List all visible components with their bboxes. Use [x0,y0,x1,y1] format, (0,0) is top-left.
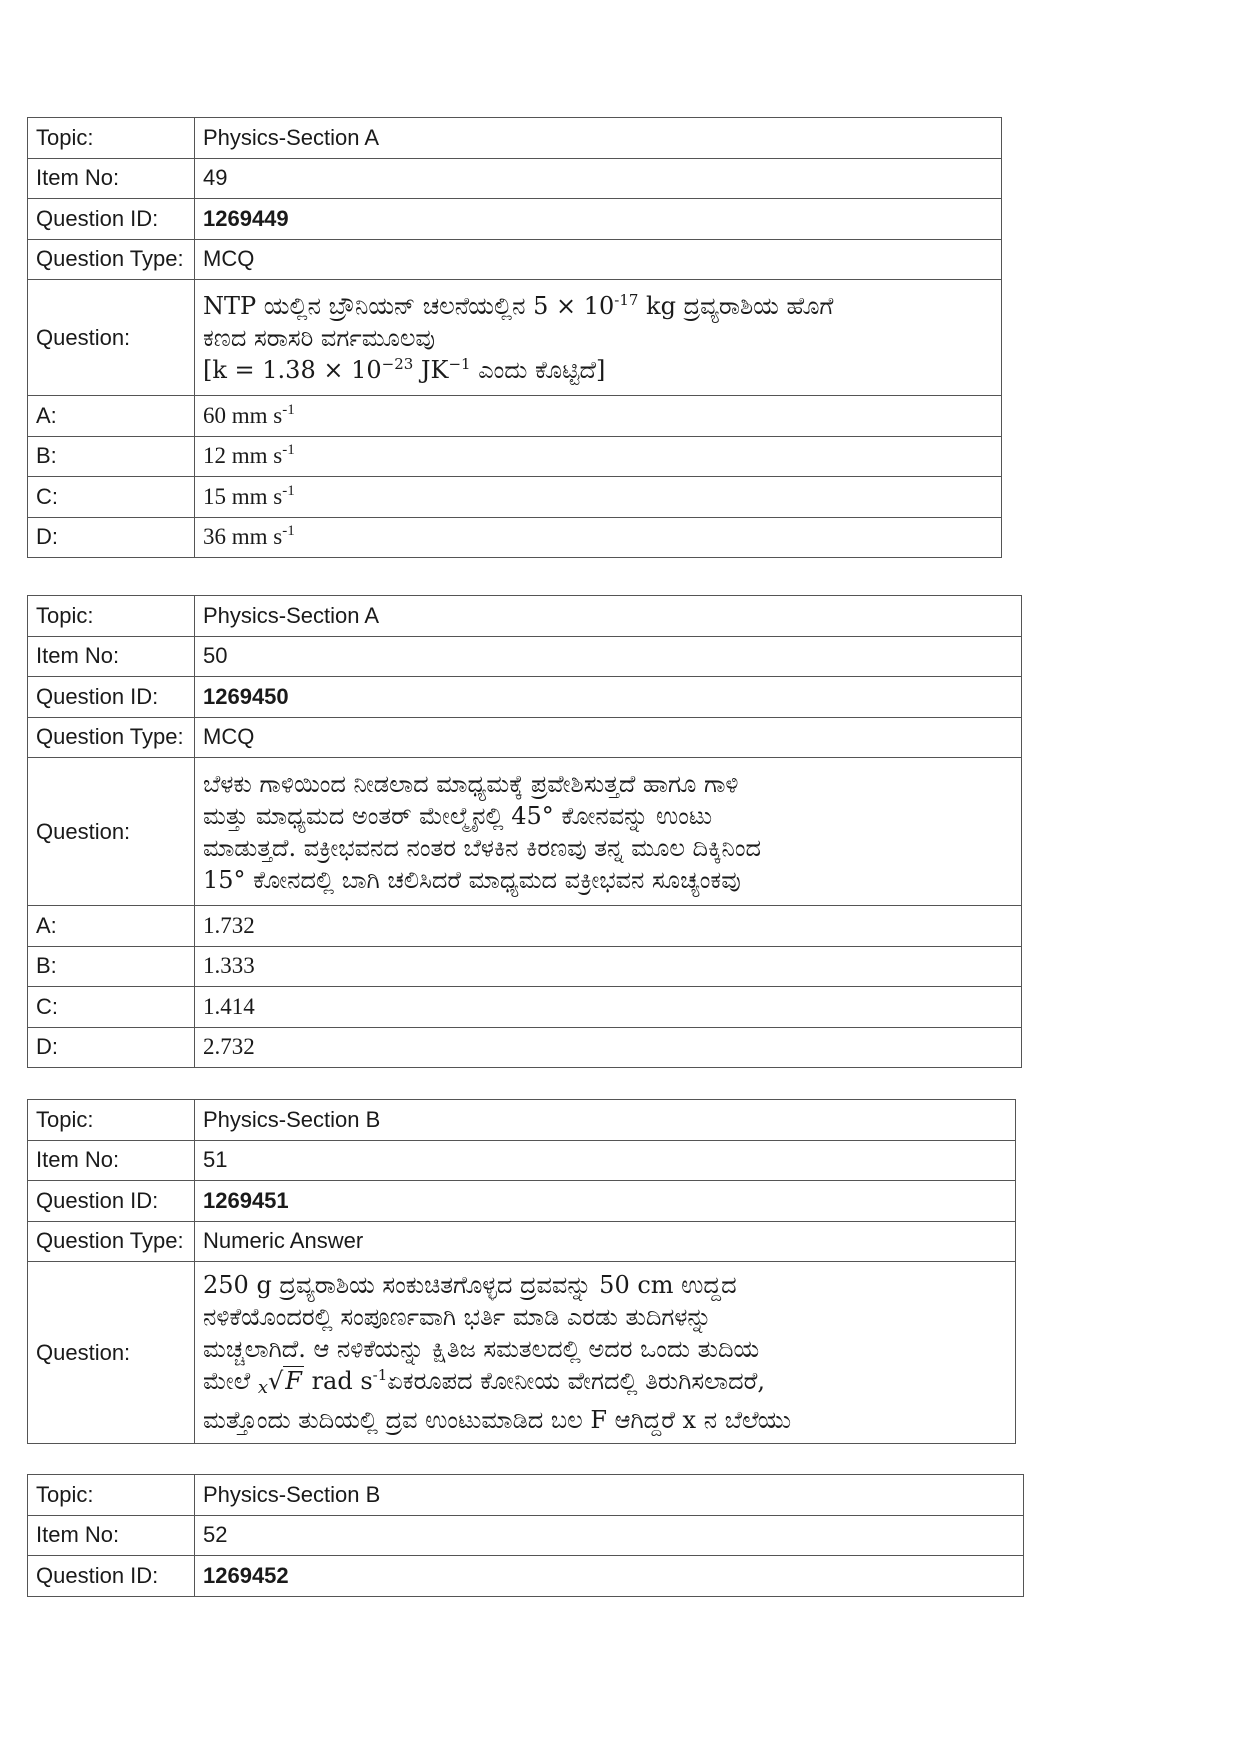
item-no-row [28,636,1022,677]
option-c-row [28,987,1022,1028]
question-id-row [28,677,1022,718]
option-c-value: 15 mm $s^{-1}$ [195,477,1002,518]
item-no-row [28,1515,1024,1556]
option-a-value: 60 mm $s^{-1}$ [195,396,1002,437]
question-label: Question: [28,758,195,906]
option-c-row [28,477,1002,518]
question-line: NTP ಯಲ್ಲಿನ ಬ್ರೌನಿಯನ್ ಚಲನೆಯಲ್ಲಿನ $5 \times 10^{-17}$ kg ದ್ರವ್ಯರಾಶಿಯ ಹೊಗೆ [203,290,834,320]
question-id-value: 1269452 [195,1556,1024,1597]
question-type-row [28,239,1002,280]
question-row [28,758,1022,906]
option-d-label: D: [28,1027,195,1068]
question-id-label: Question ID: [28,199,195,240]
topic-row [28,1475,1024,1516]
option-d-row [28,1027,1022,1068]
question-table-52 [27,1474,1024,1597]
option-d-row [28,517,1002,558]
option-b-label: B: [28,436,195,477]
topic-label: Topic: [28,118,195,159]
topic-row [28,1100,1016,1141]
question-id-row [28,1556,1024,1597]
question-text [195,280,1002,396]
question-id-value: 1269451 [195,1181,1016,1222]
question-row [28,1262,1016,1444]
question-id-row [28,199,1002,240]
topic-row [28,596,1022,637]
question-line: ಮೇಲೆ x√F rad $s^{-1}ಏಕರೂಪದ$ ಕೋನೀಯ ವೇಗದಲ್ಲಿ ತಿರುಗಿಸಲಾದರೆ, [203,1366,765,1398]
option-a-row [28,906,1022,947]
question-line: ಮತ್ತು ಮಾಧ್ಯಮದ ಅಂತರ್ ಮೇಲ್ಮೈನಲ್ಲಿ 45° ಕೋನವನ್ನು ಉಂಟು [203,801,713,830]
question-id-label: Question ID: [28,677,195,718]
question-id-label: Question ID: [28,1556,195,1597]
topic-value: Physics-Section A [195,118,1002,159]
question-line: 250 g ದ್ರವ್ಯರಾಶಿಯ ಸಂಕುಚಿತಗೊಳ್ಳದ ದ್ರವವನ್ನು 50 cm ಉದ್ದದ [203,1271,737,1299]
topic-label: Topic: [28,596,195,637]
question-id-value: 1269449 [195,199,1002,240]
item-no-value: 50 [195,636,1022,677]
option-b-value: 1.333 [195,946,1022,987]
question-table-50 [27,595,1022,1068]
item-no-row [28,1140,1016,1181]
question-text [195,758,1022,906]
topic-value: Physics-Section B [195,1100,1016,1141]
question-text [195,1262,1016,1444]
question-id-value: 1269450 [195,677,1022,718]
option-d-value: 36 mm $s^{-1}$ [195,517,1002,558]
item-no-value: 52 [195,1515,1024,1556]
question-line: ನಳಿಕೆಯೊಂದರಲ್ಲಿ ಸಂಪೂರ್ಣವಾಗಿ ಭರ್ತಿ ಮಾಡಿ ಎರಡು ತುದಿಗಳನ್ನು [203,1303,712,1331]
question-line: [$k = 1.38 \times 10^{-23}$ $JK^{-1}$ ಎಂದು ಕೊಟ್ಟಿದೆ] [203,354,606,384]
item-no-label: Item No: [28,1140,195,1181]
question-type-label: Question Type: [28,239,195,280]
question-type-label: Question Type: [28,717,195,758]
option-b-row [28,436,1002,477]
question-line: ಮಚ್ಚಲಾಗಿದೆ. ಆ ನಳಿಕೆಯನ್ನು ಕ್ಷಿತಿಜ ಸಮತಲದಲ್ಲಿ ಅದರ ಒಂದು ತುದಿಯ [203,1335,760,1363]
question-line: 15° ಕೋನದಲ್ಲಿ ಬಾಗಿ ಚಲಿಸಿದರೆ ಮಾಧ್ಯಮದ ವಕ್ರೀಭವನ ಸೂಚ್ಯಂಕವು [203,865,741,894]
item-no-value: 49 [195,158,1002,199]
option-a-label: A: [28,396,195,437]
option-d-value: 2.732 [195,1027,1022,1068]
item-no-label: Item No: [28,1515,195,1556]
option-d-label: D: [28,517,195,558]
topic-label: Topic: [28,1100,195,1141]
option-b-row [28,946,1022,987]
question-id-label: Question ID: [28,1181,195,1222]
question-label: Question: [28,280,195,396]
question-line: ಮಾಡುತ್ತದೆ. ವಕ್ರೀಭವನದ ನಂತರ ಬೆಳಕಿನ ಕಿರಣವು ತನ್ನ ಮೂಲ ದಿಕ್ಕಿನಿಂದ [203,833,762,862]
item-no-row [28,158,1002,199]
question-type-value: MCQ [195,239,1002,280]
topic-label: Topic: [28,1475,195,1516]
option-b-label: B: [28,946,195,987]
question-row [28,280,1002,396]
option-c-label: C: [28,987,195,1028]
question-type-row [28,717,1022,758]
question-label: Question: [28,1262,195,1444]
option-a-value: 1.732 [195,906,1022,947]
option-c-value: 1.414 [195,987,1022,1028]
question-line: ಬೆಳಕು ಗಾಳಿಯಿಂದ ನೀಡಲಾದ ಮಾಧ್ಯಮಕ್ಕೆ ಪ್ರವೇಶಿಸುತ್ತದೆ ಹಾಗೂ ಗಾಳಿ [203,769,739,798]
item-no-value: 51 [195,1140,1016,1181]
question-type-value: Numeric Answer [195,1221,1016,1262]
question-type-row [28,1221,1016,1262]
option-b-value: 12 mm $s^{-1}$ [195,436,1002,477]
topic-value: Physics-Section B [195,1475,1024,1516]
question-type-label: Question Type: [28,1221,195,1262]
question-type-value: MCQ [195,717,1022,758]
item-no-label: Item No: [28,636,195,677]
question-line: ಮತ್ತೊಂದು ತುದಿಯಲ್ಲಿ ದ್ರವ ಉಂಟುಮಾಡಿದ ಬಲ F ಆಗಿದ್ದರೆ x ನ ಬೆಲೆಯು [203,1406,792,1434]
question-line: ಕಣದ ಸರಾಸರಿ ವರ್ಗಮೂಲವು [203,323,435,352]
question-table-49 [27,117,1002,558]
option-c-label: C: [28,477,195,518]
option-a-row [28,396,1002,437]
item-no-label: Item No: [28,158,195,199]
topic-value: Physics-Section A [195,596,1022,637]
topic-row [28,118,1002,159]
option-a-label: A: [28,906,195,947]
question-id-row [28,1181,1016,1222]
question-table-51 [27,1099,1016,1444]
